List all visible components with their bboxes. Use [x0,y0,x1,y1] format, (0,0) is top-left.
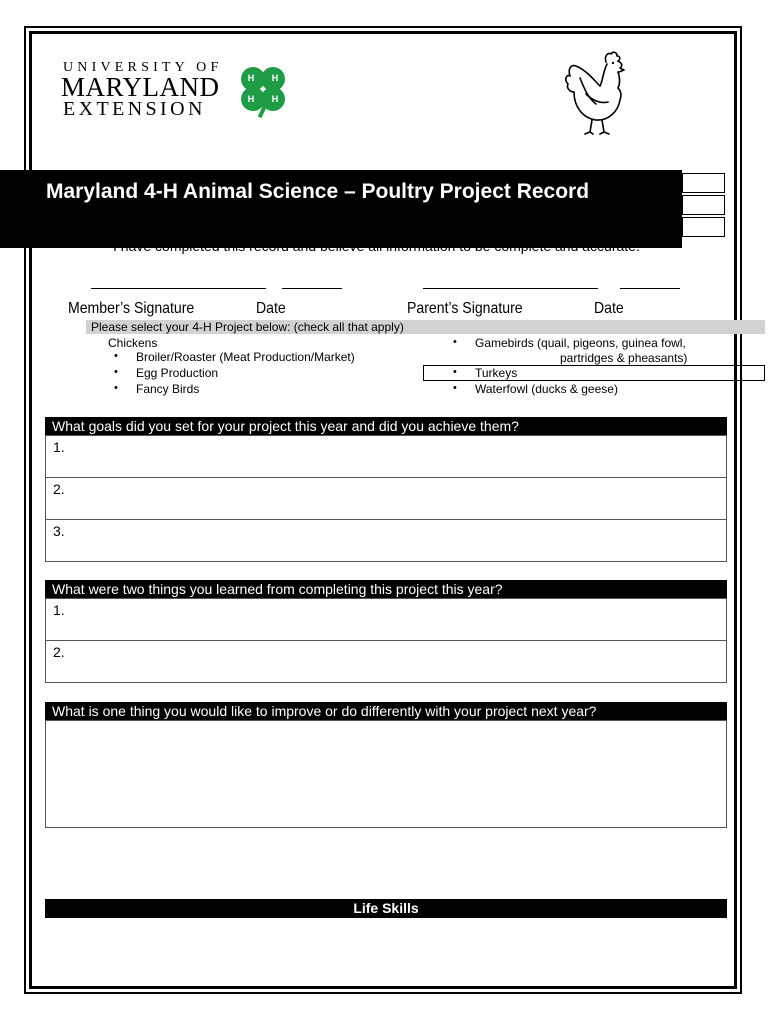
bullet-icon: • [453,382,457,394]
member-signature-line[interactable] [91,288,266,289]
club-field-box[interactable] [682,195,725,215]
option-gamebirds[interactable]: Gamebirds (quail, pigeons, guinea fowl, [475,336,686,350]
logo-extension: EXTENSION [63,98,206,120]
clover-letter: H [271,73,279,83]
project-select-prompt: Please select your 4-H Project below: (check all that apply) [91,320,404,334]
bullet-icon: • [453,366,457,378]
logo-university-of: UNIVERSITY OF [63,60,223,75]
learned-answer-2[interactable]: 2. [45,640,727,683]
parent-signature-label: Parent’s Signature [407,300,523,317]
life-skills-heading: Life Skills [45,899,727,918]
year-field-box[interactable] [682,217,725,237]
bullet-icon: • [114,350,118,362]
parent-date-line[interactable] [620,288,680,289]
bullet-icon: • [114,366,118,378]
chicken-icon [560,48,632,136]
logo-maryland: MARYLAND [61,72,220,102]
goals-question-heading: What goals did you set for your project this year and did you achieve them? [45,417,727,435]
option-broiler[interactable]: Broiler/Roaster (Meat Production/Market) [136,350,355,364]
goals-answer-3[interactable]: 3. [45,519,727,562]
option-egg-production[interactable]: Egg Production [136,366,219,380]
goals-answer-2[interactable]: 2. [45,477,727,520]
option-waterfowl[interactable]: Waterfowl (ducks & geese) [475,382,618,396]
clover-letter: H [247,73,255,83]
member-date-label: Date [256,300,286,317]
chickens-label: Chickens [108,336,158,350]
clover-letter: H [271,94,279,104]
certification-statement: I have completed this record and believe all information to be complete and accurate. [113,238,640,254]
improve-answer[interactable] [45,720,727,828]
option-turkeys[interactable]: Turkeys [475,366,518,380]
option-gamebirds-cont: partridges & pheasants) [560,351,688,365]
clover-letter: H [247,94,255,104]
name-field-box[interactable] [682,173,725,193]
four-h-clover-icon [234,62,292,120]
improve-question-heading: What is one thing you would like to improve or do differently with your project next year? [45,702,727,720]
bullet-icon: • [453,336,457,348]
parent-date-label: Date [594,300,624,317]
goals-answer-1[interactable]: 1. [45,435,727,478]
option-fancy-birds[interactable]: Fancy Birds [136,382,200,396]
bullet-icon: • [114,382,118,394]
page-title: Maryland 4-H Animal Science – Poultry Project Record [46,180,590,203]
learned-question-heading: What were two things you learned from completing this project this year? [45,580,727,598]
parent-signature-line[interactable] [423,288,598,289]
member-date-line[interactable] [282,288,342,289]
learned-answer-1[interactable]: 1. [45,598,727,641]
member-signature-label: Member’s Signature [68,300,195,317]
